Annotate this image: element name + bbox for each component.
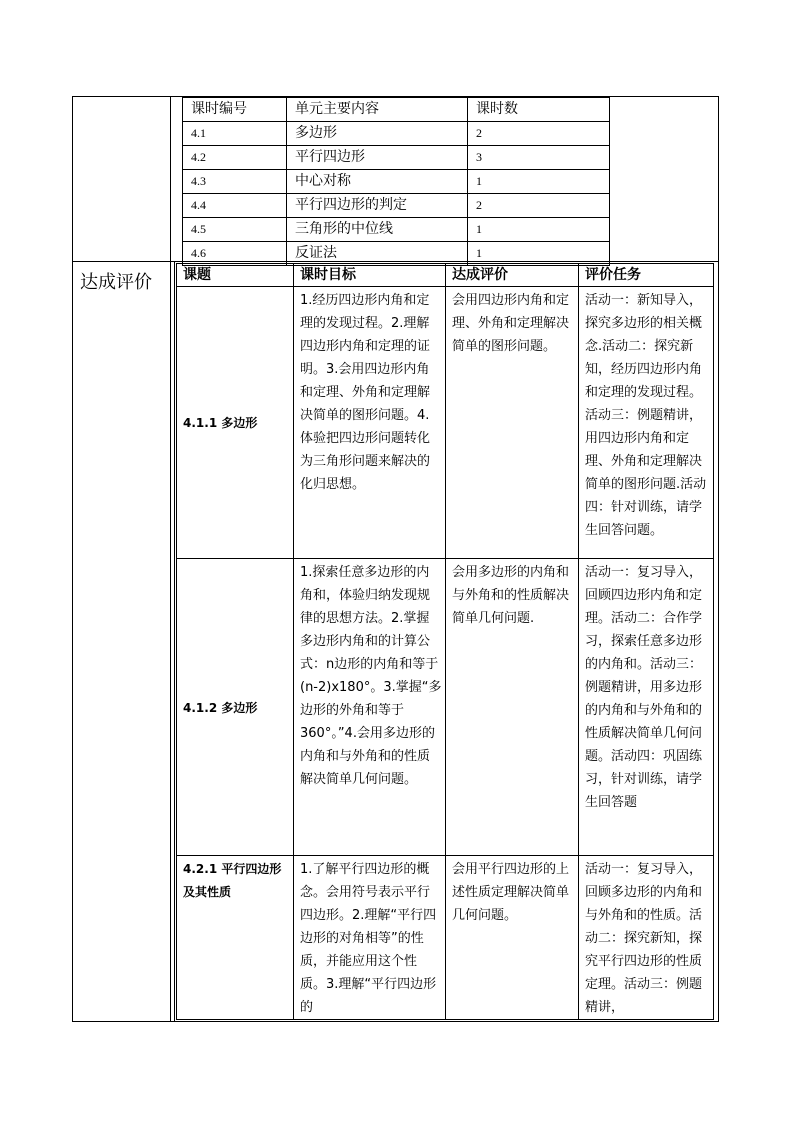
- unit-id: 4.3: [183, 170, 287, 194]
- eval-row: [177, 559, 714, 856]
- eval-header-tasks: 评价任务: [579, 264, 714, 287]
- unit-id: 4.1: [183, 122, 287, 146]
- side-label: 达成评价: [80, 272, 152, 293]
- units-row: [183, 242, 610, 266]
- eval-topic: 4.2.1 平行四边形及其性质: [177, 856, 294, 1020]
- unit-count: 1: [468, 170, 610, 194]
- unit-id: 4.6: [183, 242, 287, 266]
- unit-id: 4.5: [183, 218, 287, 242]
- units-header-row: [183, 98, 610, 122]
- unit-count: 1: [468, 218, 610, 242]
- column-divider-left-inner: [174, 262, 175, 1022]
- eval-tasks: 活动一：复习导入，回顾多边形的内角和与外角和的性质。活动二：探究新知，探究平行四边形的性质定理。活动三：例题精讲，: [579, 856, 714, 1020]
- unit-content: 多边形: [287, 122, 468, 146]
- units-row: [183, 122, 610, 146]
- eval-evaluation: 会用平行四边形的上述性质定理解决简单几何问题。: [446, 856, 579, 1020]
- eval-header-topic: 课题: [177, 264, 294, 287]
- eval-row: [177, 287, 714, 559]
- eval-evaluation: 会用四边形内角和定理、外角和定理解决简单的图形问题。: [446, 287, 579, 559]
- unit-content: 平行四边形的判定: [287, 194, 468, 218]
- units-row: [183, 218, 610, 242]
- units-header-count: 课时数: [468, 98, 610, 122]
- eval-goals: 1.探索任意多边形的内角和，体验归纳发现规律的思想方法。2.掌握多边形内角和的计算公式：n边形的内角和等于(n-2)x180°。3.掌握“多边形的外角和等于 360°。”4.会用多边形的内角和与外角和的性质解决简单几何问题。: [294, 559, 446, 856]
- eval-header-evaluation: 达成评价: [446, 264, 579, 287]
- unit-content: 反证法: [287, 242, 468, 266]
- units-row: [183, 194, 610, 218]
- eval-header-goals: 课时目标: [294, 264, 446, 287]
- eval-tasks: 活动一：新知导入，探究多边形的相关概念.活动二：探究新知，经历四边形内角和定理的发现过程。活动三：例题精讲，用四边形内角和定理、外角和定理解决简单的图形问题.活动四：针对训练，请学生回答问题。: [579, 287, 714, 559]
- unit-id: 4.4: [183, 194, 287, 218]
- eval-row: [177, 856, 714, 1020]
- unit-id: 4.2: [183, 146, 287, 170]
- unit-count: 1: [468, 242, 610, 266]
- evaluation-table: [176, 263, 714, 1020]
- eval-tasks: 活动一：复习导入，回顾四边形内角和定理。活动二：合作学习，探索任意多边形的内角和。活动三：例题精讲，用多边形的内角和与外角和的性质解决简单几何问题。活动四：巩固练习，针对训练，请学生回答题: [579, 559, 714, 856]
- eval-evaluation: 会用多边形的内角和与外角和的性质解决简单几何问题.: [446, 559, 579, 856]
- eval-header-row: [177, 264, 714, 287]
- eval-goals: 1.了解平行四边形的概念。会用符号表示平行四边形。2.理解“平行四边形的对角相等”的性质，并能应用这个性质。3.理解“平行四边形的: [294, 856, 446, 1020]
- eval-topic: 4.1.2 多边形: [177, 559, 294, 856]
- units-row: [183, 170, 610, 194]
- unit-count: 2: [468, 194, 610, 218]
- unit-content: 平行四边形: [287, 146, 468, 170]
- units-header-content: 单元主要内容: [287, 98, 468, 122]
- units-table: [182, 97, 610, 266]
- unit-content: 三角形的中位线: [287, 218, 468, 242]
- column-divider-left: [170, 96, 171, 1022]
- eval-topic: 4.1.1 多边形: [177, 287, 294, 559]
- units-header-id: 课时编号: [183, 98, 287, 122]
- eval-goals: 1.经历四边形内角和定理的发现过程。2.理解四边形内角和定理的证明。3.会用四边形内角和定理、外角和定理解决简单的图形问题。4.体验把四边形问题转化为三角形问题来解决的化归思想。: [294, 287, 446, 559]
- unit-count: 3: [468, 146, 610, 170]
- units-row: [183, 146, 610, 170]
- unit-content: 中心对称: [287, 170, 468, 194]
- unit-count: 2: [468, 122, 610, 146]
